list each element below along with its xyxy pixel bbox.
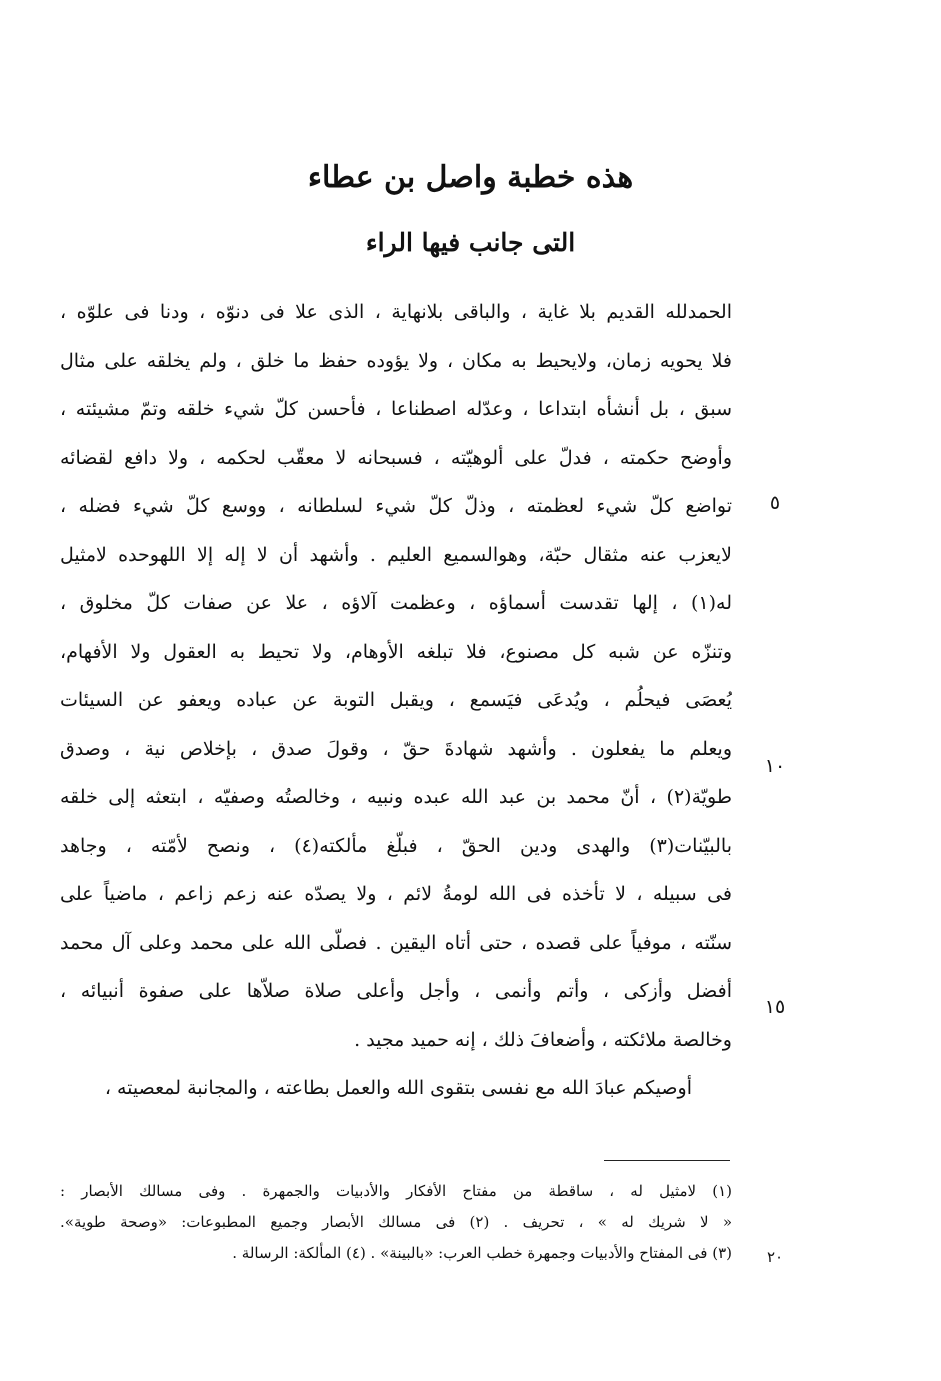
text-line: أفضل وأزكى ، وأتم وأنمى ، وأجل وأعلى صلاة صلاّها على صفوة أنبيائه ،: [60, 980, 732, 1002]
text-line: وخالصة ملائكته ، وأضعافَ ذلك ، إنه حميد مجيد .: [354, 1028, 732, 1051]
page-subtitle: التى جانب فيها الراء: [365, 228, 576, 257]
line-number-10: ١٠: [764, 755, 786, 777]
text-line: فى سبيله ، لا تأخذه فى الله لومةُ لائم ، ولا يصدّه عنه زعم زاعم ، ماضياً على: [60, 883, 732, 905]
text-line: سبق ، بل أنشأه ابتداعا ، وعدّله اصطناعا ، فأحسن كلّ شيء خلقه وتمّ مشيئته ،: [60, 398, 732, 420]
footnote-line: « لا شريك له » ، تحريف . (٢) فى مسالك الأبصار وجميع المطبوعات: «وصحة طوية».: [60, 1213, 732, 1231]
text-line: ويعلم ما يفعلون . وأشهد شهادةَ حقّ ، وقولَ صدق ، بإخلاص نية ، وصدق: [60, 737, 732, 760]
text-line: لايعزب عنه مثقال حبّة، وهوالسميع العليم . وأشهد أن لا إله إلا اللهوحده لامثيل: [60, 543, 732, 566]
body-text: [60, 288, 732, 1113]
line-number-5: ٥: [769, 492, 781, 514]
text-line: وأوضح حكمته ، فدلّ على ألوهيّته ، فسبحانه لا معقّب لحكمه ، ولا دافع لقضائه: [60, 446, 732, 469]
text-line: يُعصَى فيحلُم ، ويُدعَى فيَسمع ، ويقبل التوبة عن عباده ويعفو عن السيئات: [60, 689, 732, 711]
footnotes: [60, 1176, 732, 1269]
footnote-line: (٣) فى المفتاح والأدبيات وجمهرة خطب العرب: «بالبينة» . (٤) المألكة: الرسالة .: [232, 1244, 732, 1262]
text-line: تواضع كلّ شيء لعظمته ، وذلّ كلّ شيء لسلطانه ، ووسع كلّ شيء فضله ،: [60, 495, 732, 517]
text-line: وتنزّه عن شبه كل مصنوع، فلا تبلغه الأوهام، ولا تحيط به العقول ولا الأفهام،: [60, 640, 732, 663]
text-line: أوصيكم عبادَ الله مع نفسى بتقوى الله والعمل بطاعته ، والمجانبة لمعصيته ،: [104, 1077, 692, 1099]
text-line: سنّته ، موفياً على قصده ، حتى أتاه اليقين . فصلّى الله على محمد وعلى آل محمد: [60, 931, 732, 954]
footnote-divider: [604, 1160, 730, 1161]
footnote-line: (١) لامثيل له ، ساقطة من مفتاح الأفكار والأدبيات والجمهرة . وفى مسالك الأبصار :: [60, 1182, 732, 1200]
text-line: فلا يحويه زمان، ولايحيط به مكان ، ولا يؤوده حفظ ما خلق ، ولم يخلقه على مثال: [60, 349, 732, 372]
line-number-15: ١٥: [764, 996, 786, 1018]
text-line: له(١) ، إلها تقدست أسماؤه ، وعظمت آلاؤه ، علا عن صفات كلّ مخلوق ،: [60, 592, 732, 614]
text-line: بالبيّنات(٣) والهدى ودين الحقّ ، فبلّغ مألكته(٤) ، ونصح لأمّته ، وجاهد: [60, 834, 732, 857]
page-title: هذه خطبة واصل بن عطاء: [307, 160, 634, 195]
text-line: الحمدلله القديم بلا غاية ، والباقى بلانهاية ، الذى علا فى دنوّه ، ودنا فى علوّه ،: [60, 301, 732, 323]
text-line: طويّة(٢) ، أنّ محمد بن عبد الله عبده ونبيه ، وخالصتُه وصفيّه ، ابتعثه إلى خلقه: [60, 786, 732, 808]
line-number-20: ٢٠: [766, 1248, 784, 1266]
